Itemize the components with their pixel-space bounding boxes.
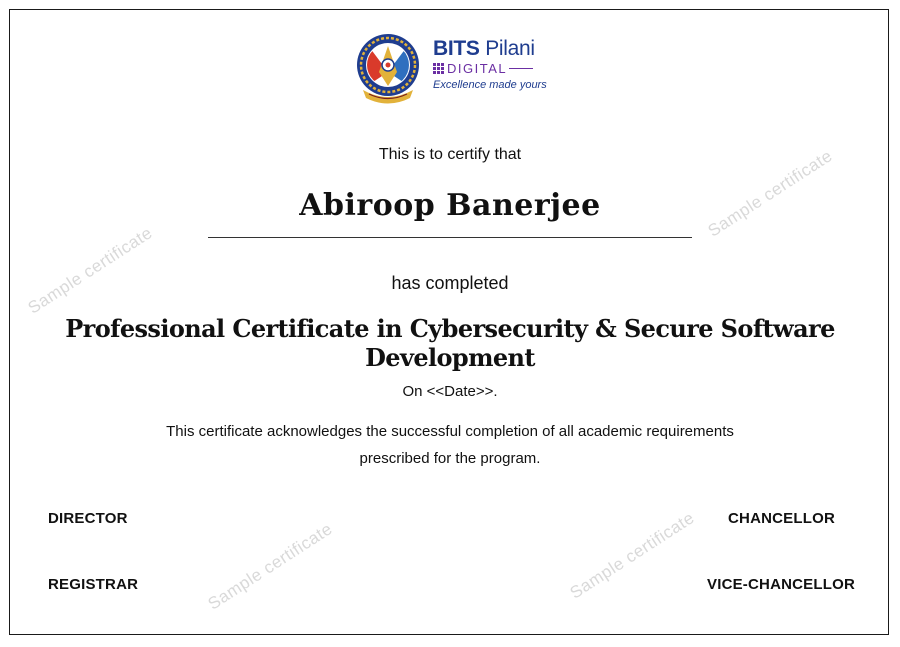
signatory-registrar: REGISTRAR: [48, 576, 139, 593]
name-underline: [208, 237, 692, 238]
brand-tagline: Excellence made yours: [433, 79, 547, 91]
date-line: On <<Date>>.: [402, 383, 498, 400]
watermark-text: Sample certificate: [704, 146, 836, 241]
bits-pilani-seal-icon: [355, 32, 421, 106]
signatory-chancellor: CHANCELLOR: [728, 510, 835, 527]
watermark-text: Sample certificate: [24, 223, 156, 318]
certify-intro: This is to certify that: [378, 146, 522, 163]
signatory-vice-chancellor: VICE-CHANCELLOR: [707, 576, 855, 593]
completed-text: has completed: [391, 273, 509, 293]
acknowledgement-line-2: prescribed for the program.: [359, 450, 541, 467]
brand-wordmark: [433, 38, 547, 91]
brand-pilani: Pilani: [485, 37, 535, 60]
dot-grid-icon: [433, 63, 444, 74]
watermark-text: Sample certificate: [566, 508, 698, 603]
brand-underline: [509, 68, 533, 69]
watermark-text: Sample certificate: [204, 519, 336, 614]
acknowledgement-line-1: This certificate acknowledges the successful completion of all academic requirements: [166, 423, 734, 440]
program-name: Professional Certificate in Cybersecurity & Secure Software Development: [65, 314, 835, 372]
bits-pilani-logo: [355, 30, 555, 108]
brand-digital: DIGITAL: [447, 61, 508, 76]
signatory-director: DIRECTOR: [48, 510, 128, 527]
recipient-name: Abiroop Banerjee: [299, 188, 601, 223]
brand-bits: BITS: [433, 37, 480, 60]
